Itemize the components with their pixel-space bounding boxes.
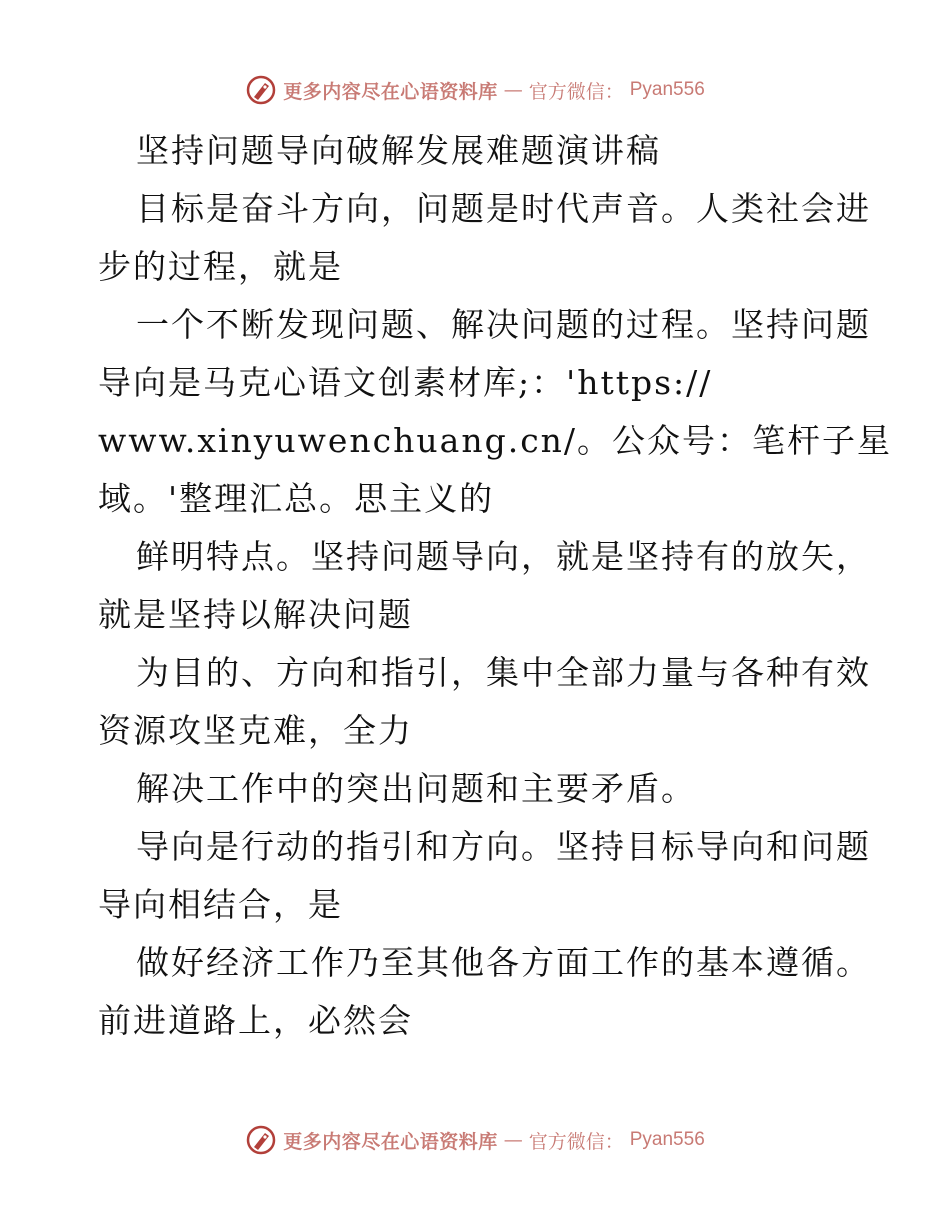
banner-wechat-id: Pyan556 [629, 1129, 705, 1150]
banner-wechat-label: 官方微信： [528, 80, 624, 103]
paragraph-line: 解决工作中的突出问题和主要矛盾。 [136, 769, 696, 808]
document-title: 坚持问题导向破解发展难题演讲稿 [136, 131, 661, 170]
paragraph-line: 导向是行动的指引和方向。坚持目标导向和问题 [136, 827, 871, 866]
header-banner [0, 70, 950, 110]
banner-separator: — [503, 79, 523, 101]
paragraph-line: 前进道路上，必然会 [98, 1001, 413, 1040]
banner-wechat-label: 官方微信： [528, 1130, 624, 1153]
banner-wechat-id: Pyan556 [629, 79, 705, 100]
pen-nib-circle-icon [245, 74, 277, 106]
paragraph-line: 鲜明特点。坚持问题导向，就是坚持有的放矢， [136, 537, 871, 576]
paragraph-line: 步的过程，就是 [98, 247, 343, 286]
paragraph-line: 导向相结合，是 [98, 885, 343, 924]
paragraph-line: 为目的、方向和指引，集中全部力量与各种有效 [136, 653, 871, 692]
footer-banner [0, 1120, 950, 1160]
paragraph-line: 域。'整理汇总。思主义的 [98, 479, 495, 518]
banner-text: 更多内容尽在心语资料库 [283, 80, 498, 103]
paragraph-line: www.xinyuwenchuang.cn/。公众号：笔杆子星 [98, 421, 893, 460]
document-body [98, 122, 893, 1050]
banner-separator: — [503, 1129, 523, 1151]
paragraph-line: 一个不断发现问题、解决问题的过程。坚持问题 [136, 305, 871, 344]
paragraph-line: 就是坚持以解决问题 [98, 595, 413, 634]
pen-nib-circle-icon [245, 1124, 277, 1156]
paragraph-line: 目标是奋斗方向，问题是时代声音。人类社会进 [136, 189, 871, 228]
banner-text: 更多内容尽在心语资料库 [283, 1130, 498, 1153]
paragraph-line: 导向是马克心语文创素材库;：'https:// [98, 363, 713, 402]
paragraph-line: 资源攻坚克难，全力 [98, 711, 413, 750]
paragraph-line: 做好经济工作乃至其他各方面工作的基本遵循。 [136, 943, 871, 982]
